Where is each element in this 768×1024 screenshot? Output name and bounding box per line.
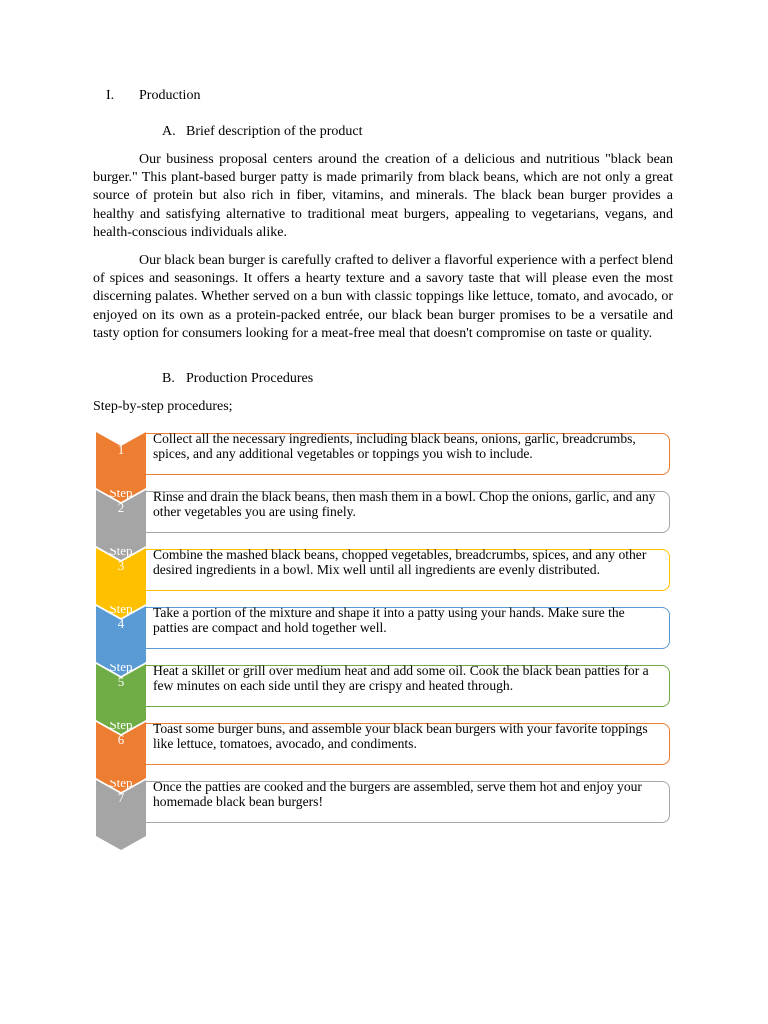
step-text: Heat a skillet or grill over medium heat and add some oil. Cook the black bean patties for a few minutes on each side until they are crispy and heated through. bbox=[153, 663, 649, 693]
step-box bbox=[145, 723, 670, 765]
step-text: Combine the mashed black beans, chopped vegetables, breadcrumbs, spices, and any other desired ingredients in a bowl. Mix well until all ingredients are evenly distributed. bbox=[153, 547, 647, 577]
section-heading bbox=[106, 88, 200, 104]
step-label: Step 3 bbox=[109, 548, 133, 573]
subsection-b-title: Production Procedures bbox=[186, 371, 314, 386]
step-item bbox=[96, 490, 672, 536]
step-text: Toast some burger buns, and assemble your black bean burgers with your favorite toppings like lettuce, tomatoes, avocado, and condiments. bbox=[153, 721, 648, 751]
step-label: Step 7 bbox=[109, 780, 133, 805]
step-text: Once the patties are cooked and the burgers are assembled, serve them hot and enjoy your homemade black bean burgers! bbox=[153, 779, 642, 809]
subsection-a-heading bbox=[162, 124, 363, 140]
subsection-b-heading bbox=[162, 371, 313, 387]
step-text: Rinse and drain the black beans, then mash them in a bowl. Chop the onions, garlic, and any other vegetables you are using finely. bbox=[153, 489, 656, 519]
step-box bbox=[145, 781, 670, 823]
subsection-a-title: Brief description of the product bbox=[186, 124, 363, 139]
step-label: Step 6 bbox=[109, 722, 133, 747]
section-title: Production bbox=[139, 88, 201, 103]
step-item bbox=[96, 780, 672, 826]
step-box bbox=[145, 491, 670, 533]
step-label: Step 4 bbox=[109, 606, 133, 631]
subsection-a-letter: A. bbox=[162, 124, 176, 139]
step-item bbox=[96, 548, 672, 594]
step-item bbox=[96, 664, 672, 710]
step-label: Step 2 bbox=[109, 490, 133, 515]
description-paragraph-1: Our business proposal centers around the creation of a delicious and nutritious "black bean burger." This plant-based burger patty is made primarily from black beans, which are not only a great source of protein but also rich in fiber, vitamins, and minerals. The black bean burger provides a healthy and satisfying alternative to traditional meat burgers, appealing to vegetarians, vegans, and health-conscious individuals alike. bbox=[93, 152, 673, 240]
step-text: Collect all the necessary ingredients, including black beans, onions, garlic, breadcrumbs, spices, and any additional vegetables or toppings you wish to include. bbox=[153, 431, 636, 461]
step-item bbox=[96, 432, 672, 478]
steps-intro: Step-by-step procedures; bbox=[93, 399, 233, 414]
step-box bbox=[145, 433, 670, 475]
step-box bbox=[145, 607, 670, 649]
step-item bbox=[96, 722, 672, 768]
step-label: Step 1 bbox=[109, 432, 133, 457]
step-label: Step 5 bbox=[109, 664, 133, 689]
subsection-b-letter: B. bbox=[162, 371, 175, 386]
step-item bbox=[96, 606, 672, 652]
step-text: Take a portion of the mixture and shape it into a patty using your hands. Make sure the patties are compact and hold together well. bbox=[153, 605, 625, 635]
description-paragraph-2: Our black bean burger is carefully crafted to deliver a flavorful experience with a perfect blend of spices and seasonings. It offers a hearty texture and a savory taste that will please even the most discerning palates. Whether served on a bun with classic toppings like lettuce, tomato, and avocado, or enjoyed on its own as a protein-packed entrée, our black bean burger promises to be a versatile and tasty option for consumers looking for a meat-free meal that doesn't compromise on taste or quality. bbox=[93, 253, 673, 341]
section-number: I. bbox=[106, 88, 115, 103]
step-box bbox=[145, 549, 670, 591]
step-box bbox=[145, 665, 670, 707]
